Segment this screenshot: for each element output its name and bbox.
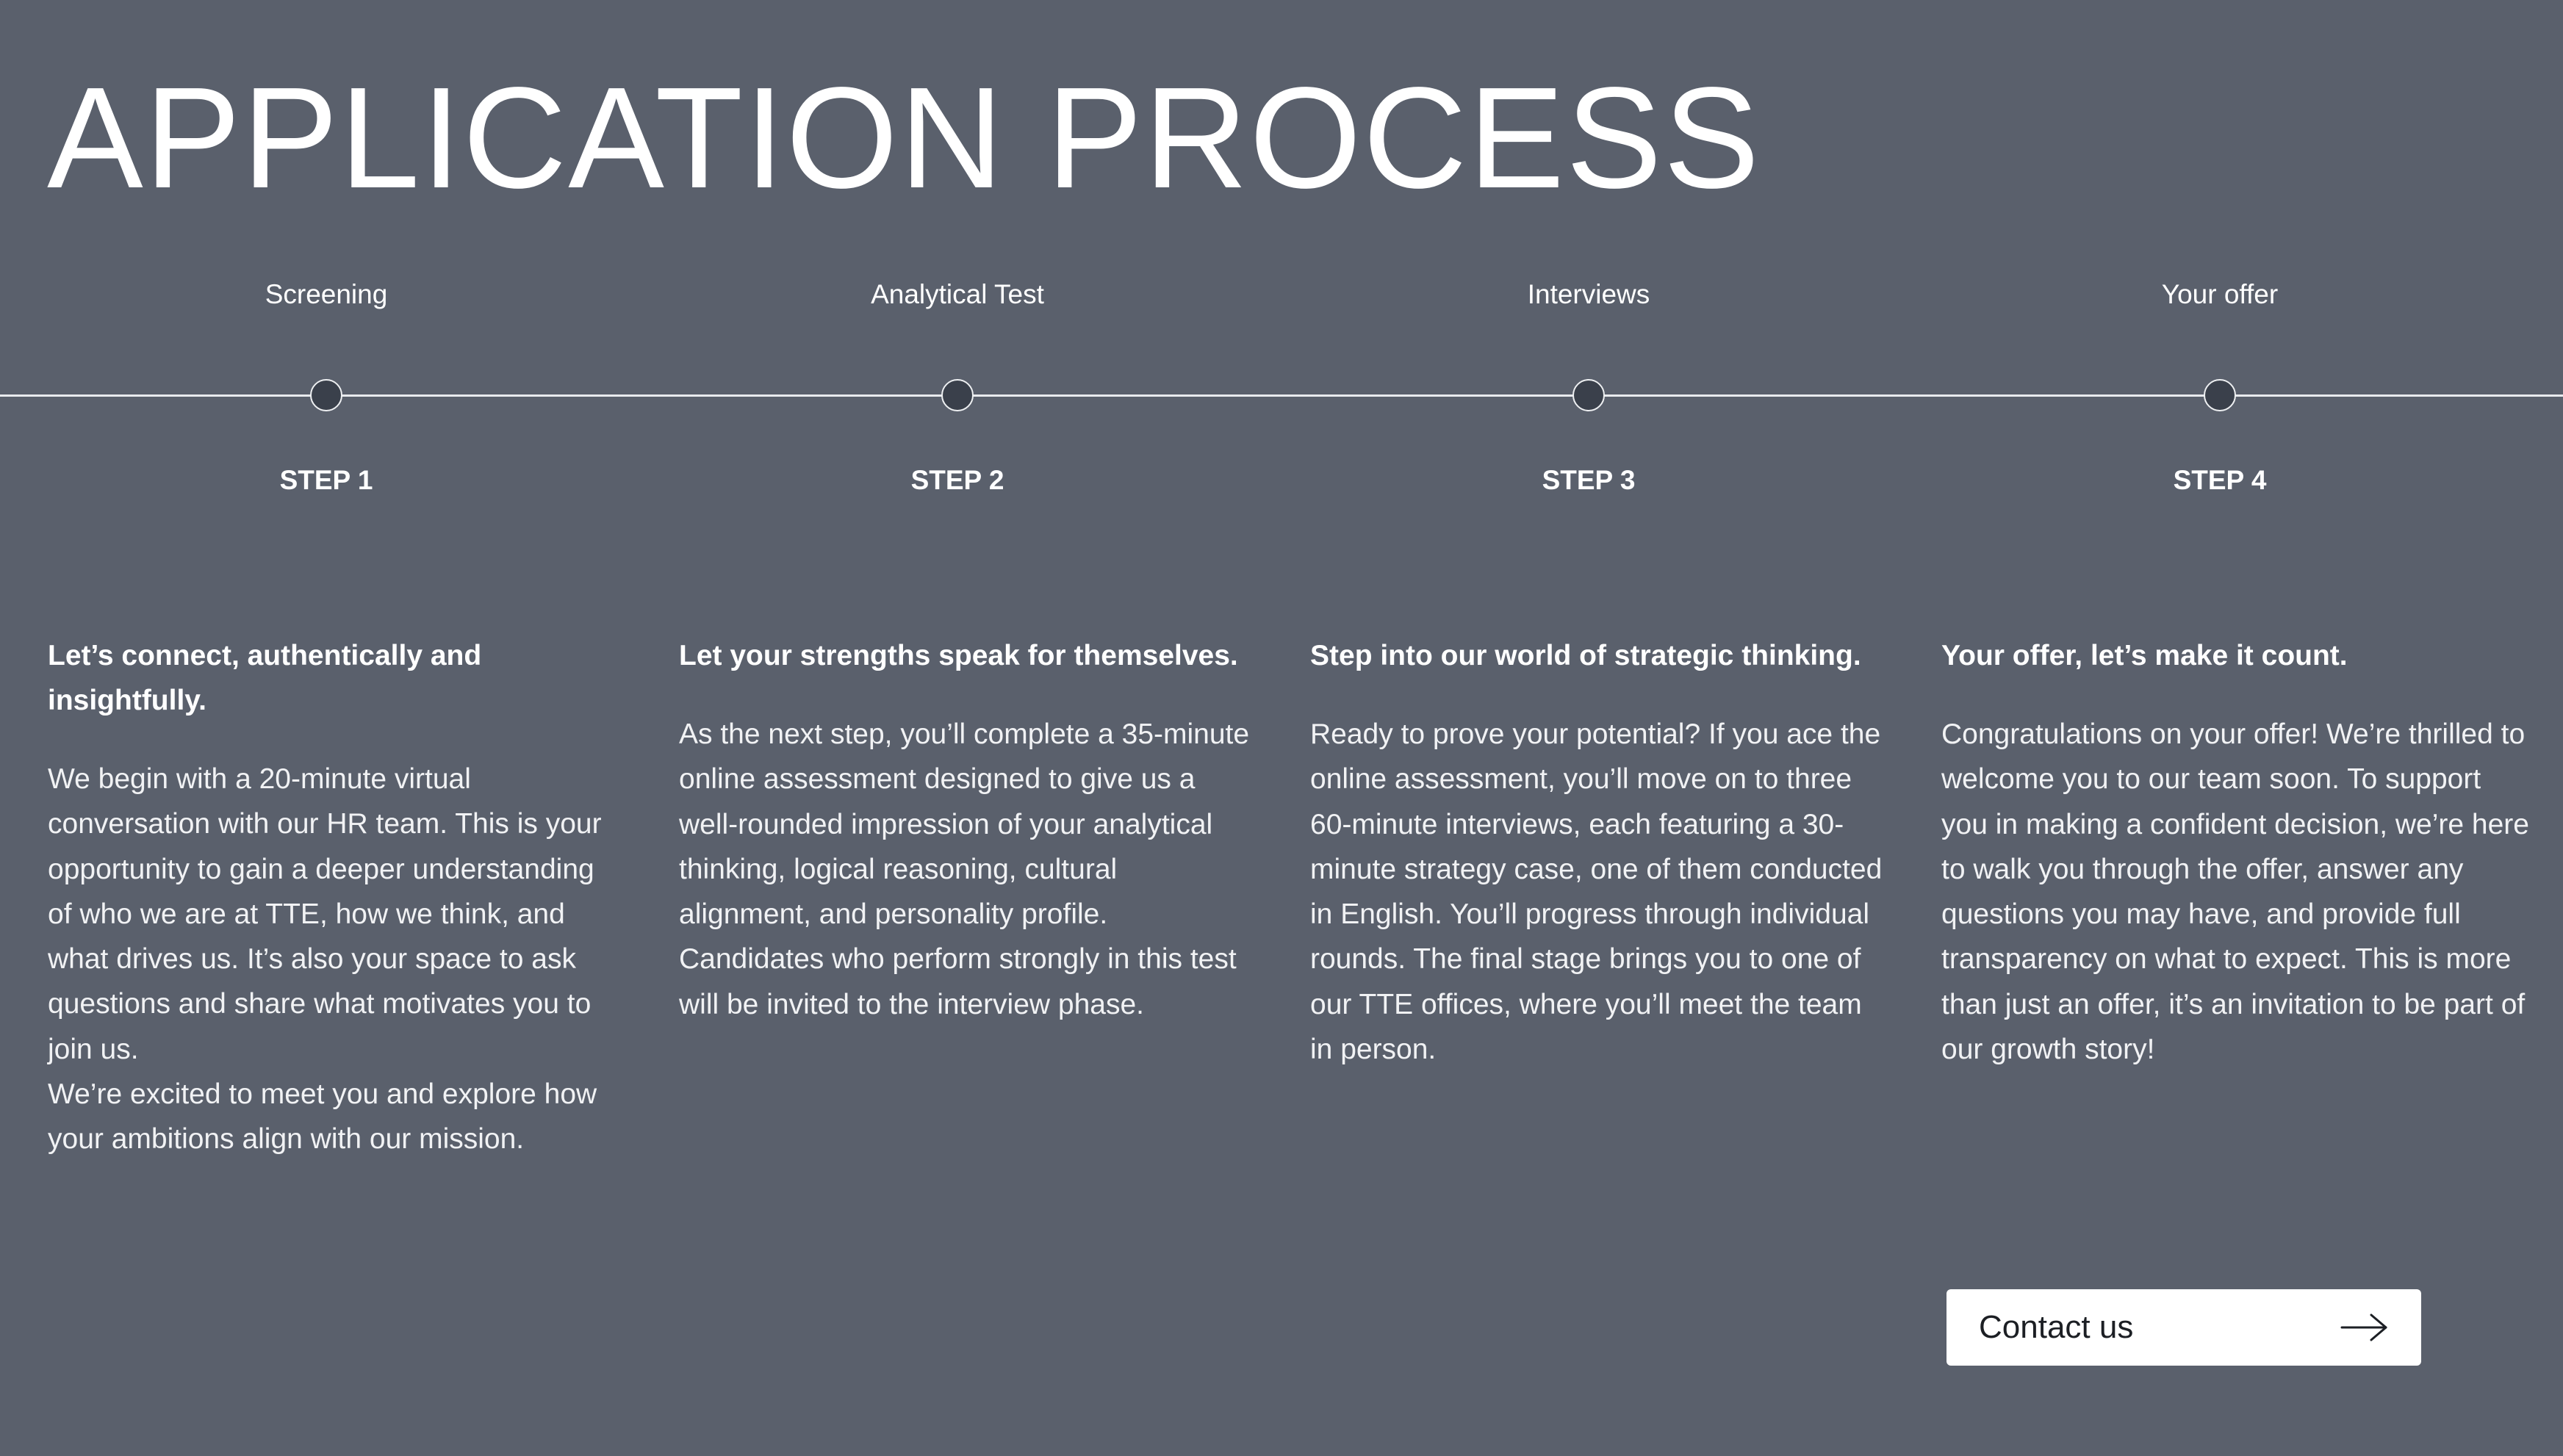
step-label-analytical-test: Analytical Test — [871, 279, 1044, 309]
page-title: APPLICATION PROCESS — [47, 57, 1761, 218]
step-1-number: STEP 1 — [279, 465, 373, 495]
step-3-heading: Step into our world of strategic thinking. — [1310, 640, 1861, 671]
step-2-body: As the next step, you’ll complete a 35-minute online assessment designed to give us a well-rounded impression of your analytical thinking, logical reasoning, cultural alignment, and personality profile. Candidates who perform strongly in this test will be invited to the interview phase. — [679, 718, 1250, 1020]
step-1-heading: Let’s connect, authentically and insightfully. — [48, 640, 482, 716]
step-label-screening: Screening — [265, 279, 388, 309]
step-4-body: Congratulations on your offer! We’re thrilled to welcome you to our team soon. To support you in making a confident decision, we’re here to walk you through the offer, answer any questions you may have, and provide full transparency on what to expect. This is more than just an offer, it’s an invitation to be part of our growth story! — [1941, 718, 2529, 1066]
step-2-description — [679, 633, 1252, 1027]
arrow-right-icon — [2340, 1313, 2389, 1342]
contact-us-button[interactable] — [1946, 1289, 2421, 1366]
timeline-line — [0, 394, 2563, 397]
step-1-dot — [310, 379, 342, 411]
step-2-number: STEP 2 — [910, 465, 1004, 495]
contact-us-label: Contact us — [1979, 1309, 2134, 1345]
step-4-description — [1941, 633, 2529, 1072]
step-3-number: STEP 3 — [1542, 465, 1636, 495]
step-4-number: STEP 4 — [2173, 465, 2267, 495]
step-label-interviews: Interviews — [1527, 279, 1650, 309]
step-4-heading: Your offer, let’s make it count. — [1941, 640, 2348, 671]
step-3-dot — [1572, 379, 1605, 411]
step-4-dot — [2204, 379, 2236, 411]
step-1-description — [48, 633, 621, 1162]
step-1-body-text: We begin with a 20-minute virtual conversation with our HR team. This is your opportunity to gain a deeper understanding of who we are at TTE, how we think, and what drives us. It’s also your space to ask questions and share what motivates you to join us. We’re excited to meet you and explore how your ambitions align with our mission. — [48, 763, 602, 1156]
step-3-description — [1310, 633, 1883, 1072]
step-3-body: Ready to prove your potential? If you ace the online assessment, you’ll move on to three 60-minute interviews, each featuring a 30-minute strategy case, one of them conducted in English. You’ll progress through individual rounds. The final stage brings you to one of our TTE offices, where you’ll meet the team in person. — [1310, 718, 1883, 1066]
step-2-heading: Let your strengths speak for themselves. — [679, 640, 1238, 671]
step-2-dot — [941, 379, 974, 411]
step-1-body — [48, 757, 621, 1162]
step-label-your-offer: Your offer — [2161, 279, 2279, 309]
